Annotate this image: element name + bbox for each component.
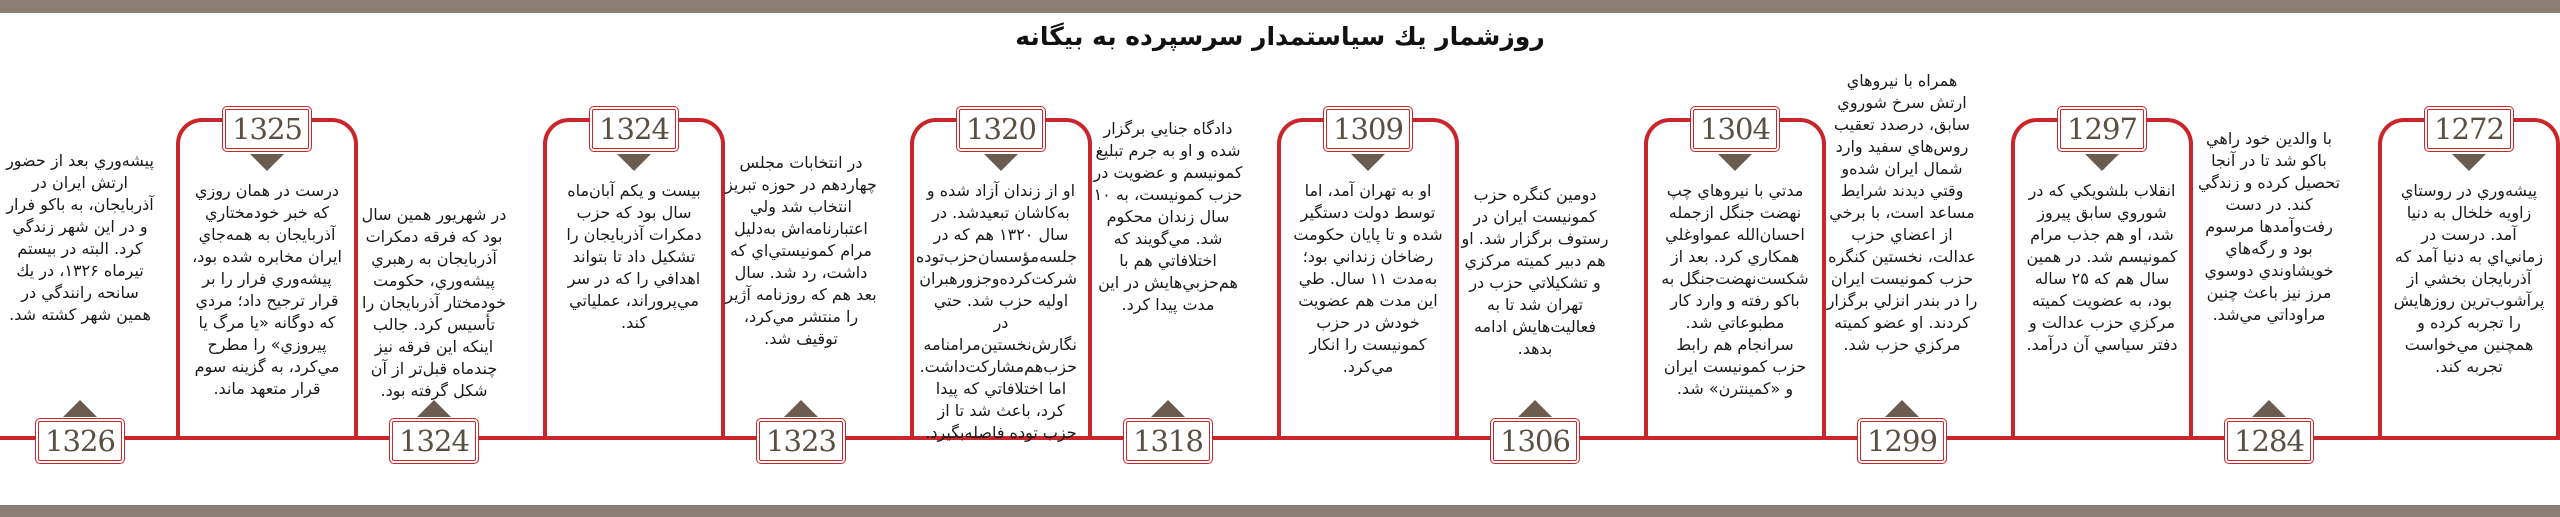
- year-chip: 1326: [35, 418, 125, 464]
- page-title: روزشمار يك سياستمدار سرسپرده به بيگانه: [1015, 22, 1545, 51]
- caption-text: در انتخابات مجلس چهاردهم در حوزه تبريز انتخاب شد ولي اعتبارنامه‌اش به‌دليل مرام كمونيستي‌اي كه داشت، رد شد. سال بعد هم كه روزنامه آژير را منتشر مي‌كرد، توقيف شد.: [725, 153, 877, 348]
- arrow-down-icon: [1718, 154, 1752, 171]
- year-chip: 1306: [1490, 418, 1580, 464]
- panel-text: مدتي با نيروهاي چپ نهضت جنگل ازجمله احسان‌الله عمواوغلي همكاري كرد. بعد از شكست‌نهضت‌جنگل به باكو رفته و وارد كار مطبوعاتي شد. سرانجام هم رابط حزب كمونيست ايران و «كمينترن» شد.: [1661, 181, 1809, 398]
- year-chip: 1272: [2424, 106, 2514, 152]
- panel-text: پيشه‌وري در روستاي زاويه خلخال به دنيا آمد. درست در زماني‌اي به دنيا آمد كه آذربايجان بخشي از پرآشوب‌ترين روزهايش را تجربه كرده و همچنين مي‌خواست تجربه كند.: [2393, 181, 2545, 376]
- year-chip: 1324: [589, 106, 679, 152]
- year-chip: 1299: [1857, 418, 1947, 464]
- panel-text: انقلاب بلشويكي كه در شوروي سابق پيروز شد، او هم جذب مرام كمونيسم شد. در همين سال هم كه ۲۵ ساله بود، به عضويت كميته مركزي حزب عدالت و دفتر سياسي آن درآمد.: [2026, 181, 2178, 354]
- caption-text: همراه با نيروهاي ارتش سرخ شوروي سابق، درصدد تعقيب روس‌هاي سفيد وارد شمال ايران شده‌و وقتي ديدند شرايط مساعد است، با برخي از اعضاي حزب عدالت، نخستين كنگره حزب كمونيست ايران را در بندر انزلي برگزار كردند. او عضو كميته مركزي حزب شد.: [1826, 71, 1978, 354]
- year-chip: 1323: [756, 418, 846, 464]
- arrow-down-icon: [617, 154, 651, 171]
- caption-text: در شهريور همين سال بود كه فرقه دمكرات آذربايجان به رهبري پيشه‌وري، حكومت خودمختار آذربايجان را تأسيس كرد. جالب اينكه اين فرقه نيز چندماه قبل‌تر از آن شكل گرفته بود.: [361, 205, 507, 400]
- year-chip: 1297: [2057, 106, 2147, 152]
- year-chip: 1304: [1690, 106, 1780, 152]
- year-chip: 1318: [1123, 418, 1213, 464]
- panel-text: درست در همان روزي كه خبر خودمختاري آذربايجان به همه‌جاي ايران مخابره شده بود، پيشه‌وري فرار را بر قرار ترجيح داد؛ مردي كه دوگانه «يا مرگ يا پيروزي» را مطرح مي‌كرد، به گزينه سوم قرار متعهد ماند.: [192, 181, 342, 398]
- panel-text: بيست و يكم آبان‌ماه سال بود كه حزب دمكرات آذربايجان را تشكيل داد تا بتواند اهدافي را كه در سر مي‌پروراند، عملياتي كند.: [566, 181, 702, 332]
- arrow-up-icon: [63, 400, 97, 417]
- arrow-down-icon: [1351, 154, 1385, 171]
- arrow-down-icon: [2452, 154, 2486, 171]
- caption-text: پيشه‌وري بعد از حضور ارتش ايران در آذربايجان، به باكو فرار و در اين شهر زندگي كرد. البته در بيستم تيرماه ۱۳۲۶، در يك سانحه رانندگي در همين شهر كشته شد.: [6, 151, 154, 324]
- arrow-down-icon: [2085, 154, 2119, 171]
- caption-text: دومين كنگره حزب كمونيست ايران در رستوف برگزار شد. او هم دبير كميته مركزي و تشكيلاتي حزب در تهران شد تا به فعاليت‌هايش ادامه بدهد.: [1461, 185, 1609, 358]
- arrow-up-icon: [1885, 400, 1919, 417]
- year-chip: 1324: [389, 418, 479, 464]
- timeline-rail: [0, 436, 2560, 440]
- arrow-up-icon: [417, 400, 451, 417]
- caption-text: با والدين خود راهي باكو شد تا در آنجا تحصيل كرده و زندگي كند. در دست رفت‌وآمدها مرسوم بود و رگه‌هاي خويشاوندي دوسوي مرز نيز باعث چنين مراوداتي مي‌شد.: [2197, 129, 2341, 324]
- year-chip: 1284: [2224, 418, 2314, 464]
- year-chip: 1309: [1323, 106, 1413, 152]
- arrow-down-icon: [250, 154, 284, 171]
- arrow-up-icon: [1151, 400, 1185, 417]
- year-chip: 1320: [956, 106, 1046, 152]
- panel-text: او به تهران آمد، اما توسط دولت دستگير شده و تا پايان حكومت رضاخان زنداني بود؛ به‌مدت ۱۱ سال. طي اين مدت هم عضويت خودش در حزب كمونيست را انكار مي‌كرد.: [1293, 181, 1443, 376]
- year-chip: 1325: [222, 106, 312, 152]
- arrow-up-icon: [1518, 400, 1552, 417]
- arrow-up-icon: [784, 400, 818, 417]
- bottom-border-band: [0, 505, 2560, 517]
- arrow-down-icon: [984, 154, 1018, 171]
- panel-text: او از زندان آزاد شده و به‌كاشان تبعيدشد. در سال ۱۳۲۰ هم كه در جلسه‌مؤسسان‌حزب‌توده شركت‌كرده‌وجزورهبران اوليه حزب شد. حتي در نگارش‌نخستين‌مرامنامه حزب‌هم‌مشاركت‌داشت. اما اختلافاتي كه پيدا كرد، باعث شد تا از حزب توده فاصله‌بگيرد.: [915, 181, 1077, 442]
- arrow-up-icon: [2252, 400, 2286, 417]
- caption-text: دادگاه جنايي برگزار شده و او به جرم تبليغ كمونيسم و عضويت در حزب كمونيست، به ۱۰ سال زندان محكوم شد. مي‌گويند كه اختلافاتي هم با هم‌حزبي‌هايش در اين مدت پيدا كرد.: [1093, 119, 1243, 314]
- top-border-band: [0, 0, 2560, 13]
